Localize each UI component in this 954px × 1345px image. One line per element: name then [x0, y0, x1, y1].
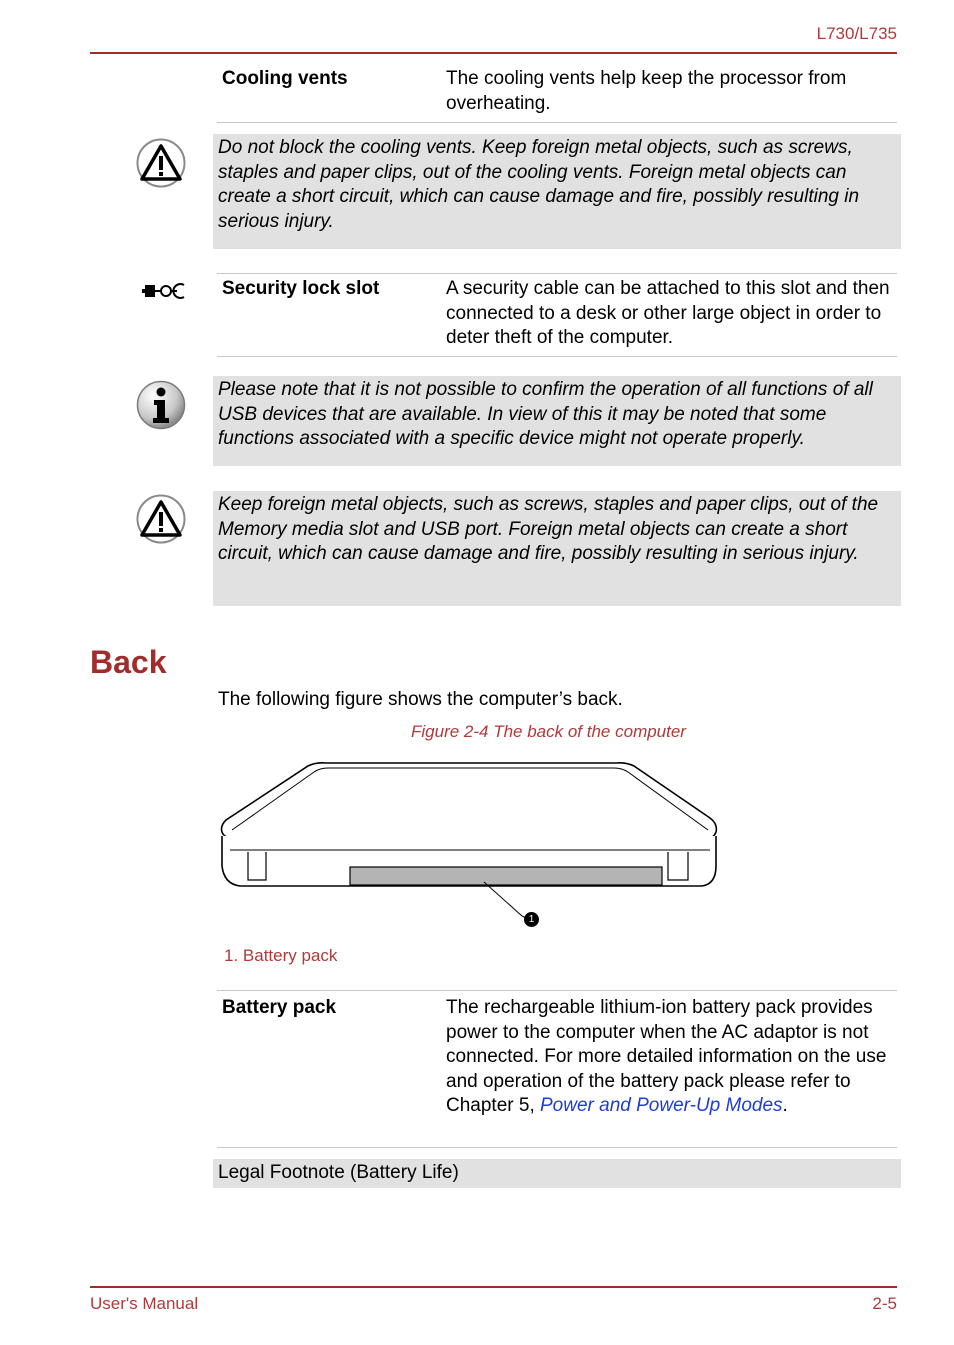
- footer-manual-title: User's Manual: [90, 1294, 199, 1313]
- legal-footnote[interactable]: [213, 1159, 901, 1188]
- security-lock-desc: A security cable can be attached to this slot and then connected to a desk or other large object in order to deter theft of the computer.: [446, 278, 890, 348]
- battery-pack-desc-text: The rechargeable lithium-ion battery pack provides power to the computer when the AC adaptor is not connected. For more detailed information on the use and operation of the battery pack please refer to Chapter 5,: [446, 997, 887, 1116]
- info-note-usb: [213, 376, 901, 466]
- security-lock-icon: [142, 282, 186, 300]
- legal-footnote-label: Legal Footnote (Battery Life): [218, 1162, 459, 1183]
- table-divider: [217, 1147, 897, 1148]
- footer-rule: [90, 1286, 897, 1288]
- cooling-vents-desc: The cooling vents help keep the processor from overheating.: [446, 68, 847, 114]
- warning-note-cooling: [213, 134, 901, 249]
- header-model: L730/L735: [816, 24, 897, 43]
- warning-note-text: Keep foreign metal objects, such as screws, staples and paper clips, out of the Memory media slot and USB port. Foreign metal objects can create a short circuit, which can cause damage and fire, possibly resulting in serious injury.: [218, 494, 879, 564]
- warning-triangle-icon: [136, 494, 186, 544]
- footer-page-number: 2-5: [872, 1294, 897, 1313]
- warning-note-memory: [213, 491, 901, 606]
- header-rule: [90, 52, 897, 54]
- figure-computer-back: [216, 756, 726, 941]
- info-icon: [136, 380, 186, 430]
- battery-pack-desc: [446, 996, 892, 1119]
- table-divider: [217, 990, 897, 991]
- battery-pack-desc-end: .: [782, 1095, 788, 1116]
- table-divider: [217, 273, 897, 274]
- table-divider: [217, 356, 897, 357]
- cooling-vents-term: Cooling vents: [222, 68, 348, 89]
- callout-marker: 1: [524, 912, 539, 927]
- section-title-back: Back: [90, 644, 167, 680]
- power-modes-link[interactable]: Power and Power-Up Modes: [540, 1095, 783, 1116]
- warning-note-text: Do not block the cooling vents. Keep foreign metal objects, such as screws, staples and paper clips, out of the cooling vents. Foreign metal objects can create a short circuit, which can cause damage and fire, possibly resulting in serious injury.: [218, 137, 860, 232]
- figure-legend: 1. Battery pack: [224, 946, 338, 965]
- security-lock-term: Security lock slot: [222, 278, 380, 299]
- figure-caption: Figure 2-4 The back of the computer: [411, 722, 686, 741]
- back-intro: The following figure shows the computer’s back.: [218, 689, 623, 710]
- info-note-text: Please note that it is not possible to confirm the operation of all functions of all USB devices that are available. In view of this it may be noted that some functions associated with a specific device might not operate properly.: [218, 379, 873, 449]
- table-divider: [217, 122, 897, 123]
- battery-pack-term: Battery pack: [222, 997, 337, 1018]
- warning-triangle-icon: [136, 138, 186, 188]
